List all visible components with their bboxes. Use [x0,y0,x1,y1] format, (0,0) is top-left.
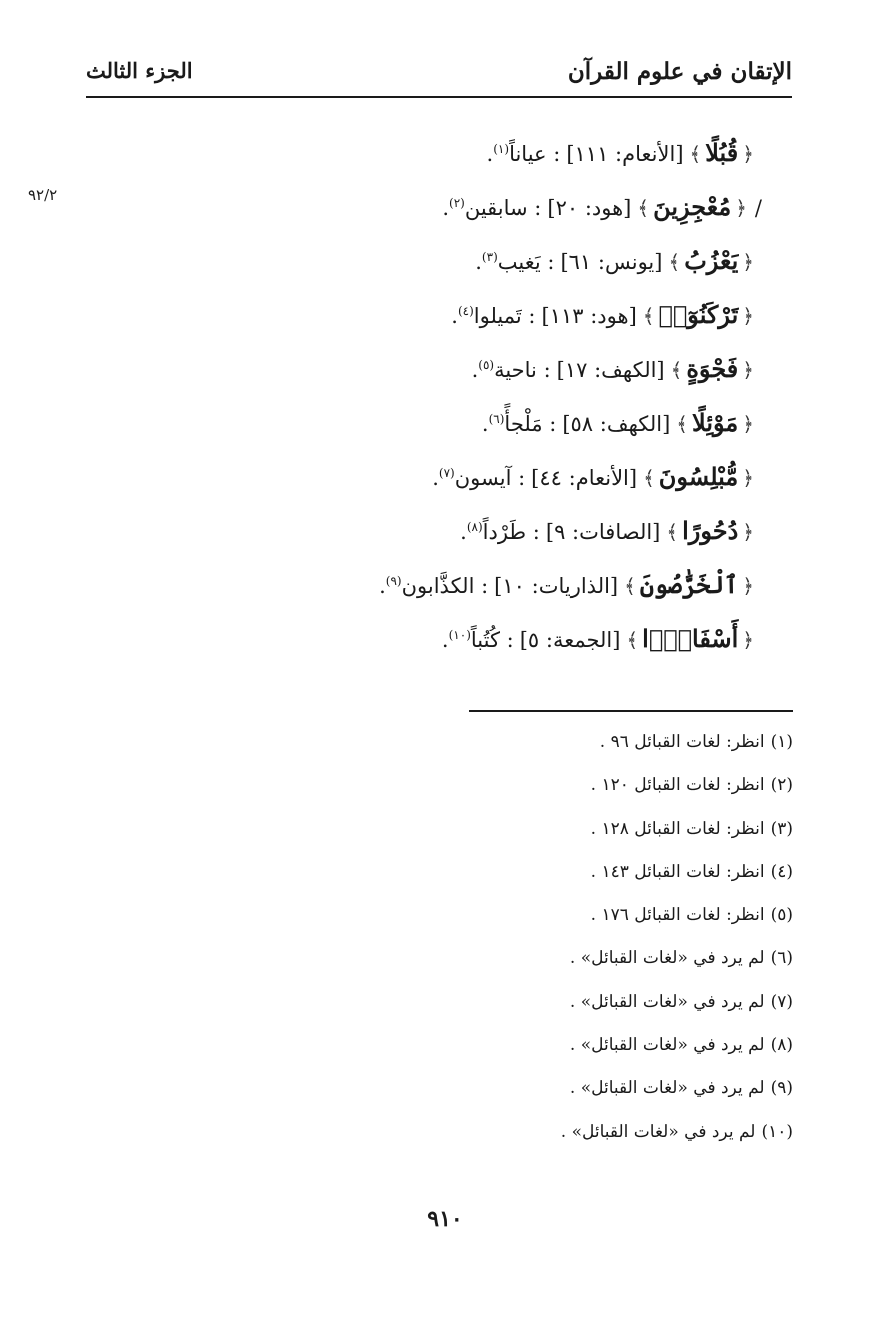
footnote-text: لم يرد في «لغات القبائل» . [569,948,765,969]
quran-bracket-close: ﴾ [643,466,655,490]
verse-reference: [الصافات: ٩] [545,520,661,544]
quran-bracket-open: ﴿ [742,466,754,490]
quranic-word: يَعْزُبُ [684,246,739,275]
quranic-word: ٱلْخَرَّٰصُونَ [639,570,739,599]
word-meaning: : مَلْجأً [504,412,557,436]
word-entry [202,502,762,556]
quran-bracket-open: ﴿ [742,520,754,544]
footnote-number: (٣) [770,818,793,839]
footnote-marker: (٢) [449,196,465,210]
word-meaning: : ناحية [494,358,551,382]
footnote [373,1112,793,1155]
footnote [373,1068,793,1111]
quran-bracket-open: ﴿ [742,412,754,436]
footnote-text: لم يرد في «لغات القبائل» . [569,991,765,1012]
verse-reference: [الأنعام: ٤٤] [531,466,638,490]
verse-reference: [الجمعة: ٥] [519,628,621,652]
verse-reference: [الكهف: ١٧] [556,358,665,382]
footnote [373,722,793,765]
verse-reference: [يونس: ٦١] [560,250,663,274]
margin-page-reference: ٩٢/٢ [28,186,58,204]
book-title: الإتقان في علوم القرآن [567,58,792,85]
quran-bracket-close: ﴾ [624,574,636,598]
period: . [460,520,467,544]
word-meaning: : تَميلوا [473,304,536,328]
footnote [373,809,793,852]
footnotes-list [373,722,793,1155]
quran-bracket-close: ﴾ [637,196,650,220]
quranic-word: أَسْفَارًۢا [642,624,739,653]
footnote-number: (٤) [770,861,793,882]
footnote-marker: (١٠) [448,628,471,642]
entry-prefix: / [754,196,762,220]
footnote [373,938,793,981]
quranic-word: فَجْوَةٍ [686,354,739,383]
quran-bracket-open: ﴿ [742,142,754,166]
footnote-marker: (٧) [438,466,455,480]
quranic-word: تَرْكَنُوٓا۟ [658,300,739,329]
page-number: ٩١٠ [427,1206,463,1232]
quran-bracket-open: ﴿ [742,304,754,328]
footnote-marker: (٣) [481,250,498,264]
word-entry [202,286,762,340]
quran-bracket-close: ﴾ [670,358,683,382]
footnote-number: (١) [770,732,793,752]
quran-bracket-close: ﴾ [642,304,655,328]
footnote-marker: (٨) [466,520,483,534]
footnote-text: انظر: لغات القبائل ١٢٠ . [590,775,765,796]
footnote-text: لم يرد في «لغات القبائل» . [569,1078,765,1099]
footnote [373,1025,793,1068]
footnote-marker: (٩) [385,574,402,588]
period: . [471,358,479,382]
word-entry [202,340,762,394]
quran-bracket-open: ﴿ [742,628,754,652]
verse-reference: [هود: ٢٠] [547,196,632,220]
period: . [441,628,449,652]
footnote-number: (١٠) [761,1121,793,1142]
footnote-text: انظر: لغات القبائل ١٧٦ . [590,905,765,926]
footnote-marker: (٦) [488,412,505,426]
header-divider [86,96,792,98]
footnote-divider [469,710,793,712]
footnote-marker: (٥) [478,358,495,372]
word-entries-list [202,124,762,664]
quranic-word: مَوْئِلًا [692,408,739,437]
word-meaning: : يَغيب [497,250,555,274]
word-meaning: : طَرْداً [482,520,540,544]
quran-bracket-close: ﴾ [626,628,639,652]
period: . [379,574,386,598]
footnote [373,765,793,808]
footnote [373,895,793,938]
footnote-text: انظر: لغات القبائل ٩٦ . [599,732,765,752]
word-entry [202,124,762,178]
verse-reference: [الكهف: ٥٨] [562,412,671,436]
quranic-word: مُعْجِزِينَ [653,192,732,221]
period: . [486,142,494,166]
quran-bracket-close: ﴾ [676,412,689,436]
footnote-text: لم يرد في «لغات القبائل» . [569,1035,765,1056]
period: . [432,466,439,490]
quran-bracket-close: ﴾ [668,250,681,274]
period: . [451,304,458,328]
footnote-number: (٢) [770,775,793,796]
period: . [475,250,482,274]
verse-reference: [هود: ١١٣] [541,304,637,328]
quran-bracket-close: ﴾ [689,142,702,166]
footnote-number: (٩) [770,1078,793,1099]
footnote-number: (٨) [770,1035,793,1056]
verse-reference: [الذاريات: ١٠] [494,574,619,598]
word-meaning: : آيسون [454,466,526,490]
quranic-word: مُّبْلِسُونَ [658,462,739,491]
word-meaning: : عياناً [509,142,561,166]
word-meaning: : كُتُباً [470,628,514,652]
quranic-word: دُحُورًا [682,516,739,545]
footnote-number: (٧) [770,991,793,1012]
word-entry [202,556,762,610]
word-entry [202,178,762,232]
quran-bracket-open: ﴿ [735,196,747,220]
word-meaning: : سابقين [464,196,542,220]
word-meaning: : الكذَّابون [401,574,489,598]
quran-bracket-open: ﴿ [742,358,754,382]
word-entry [202,232,762,286]
footnote-text: لم يرد في «لغات القبائل» . [560,1121,756,1142]
quran-bracket-close: ﴾ [666,520,679,544]
period: . [481,412,489,436]
footnote-marker: (١) [493,142,510,156]
verse-reference: [الأنعام: ١١١] [566,142,684,166]
footnote [373,852,793,895]
period: . [442,196,449,220]
word-entry [202,448,762,502]
footnote [373,982,793,1025]
footnote-number: (٥) [770,905,793,926]
volume-label: الجزء الثالث [86,58,193,83]
footnote-marker: (٤) [457,304,474,318]
quranic-word: قُبُلًا [705,138,739,167]
word-entry [202,394,762,448]
quran-bracket-open: ﴿ [742,250,754,274]
footnote-number: (٦) [770,948,793,969]
word-entry [202,610,762,664]
quran-bracket-open: ﴿ [742,574,754,598]
footnote-text: انظر: لغات القبائل ١٢٨ . [590,818,765,839]
footnote-text: انظر: لغات القبائل ١٤٣ . [590,861,765,882]
